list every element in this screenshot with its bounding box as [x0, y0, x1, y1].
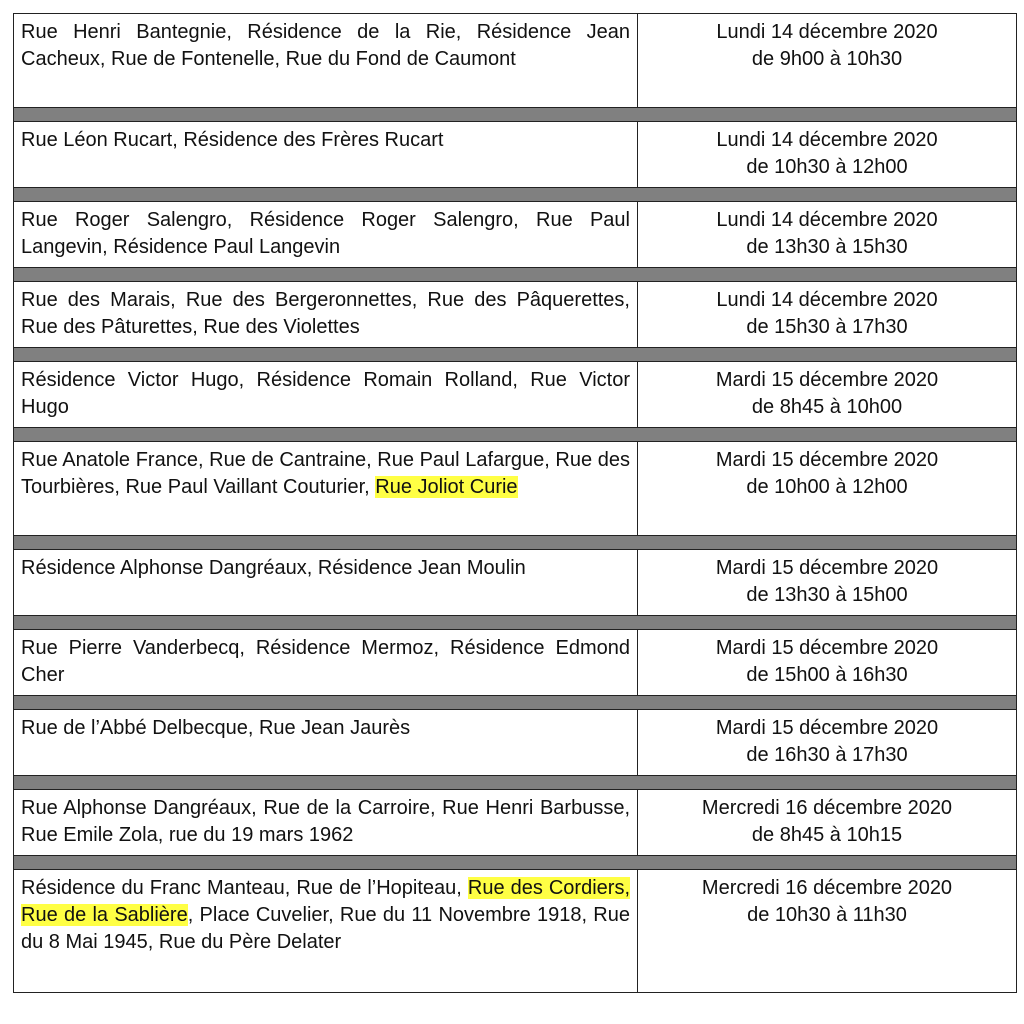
- table-row: [13, 441, 1017, 535]
- row-separator: [13, 107, 1017, 121]
- streets-cell: [14, 870, 638, 992]
- day-text: Mardi 15 décembre 2020: [715, 369, 939, 391]
- streets-text: Rue Pierre Vanderbecq, Résidence Mermoz, Résidence Edmond Cher: [21, 637, 630, 686]
- streets-cell: [14, 790, 638, 855]
- day-text: Mardi 15 décembre 2020: [715, 637, 939, 659]
- table-row: [13, 361, 1017, 427]
- row-separator: [13, 535, 1017, 549]
- table-row: [13, 549, 1017, 615]
- time-range-text: de 8h45 à 10h00: [751, 396, 903, 418]
- streets-text: Rue Henri Bantegnie, Résidence de la Rie, Résidence Jean Cacheux, Rue de Fontenelle, Rue du Fond de Caumont: [21, 21, 630, 70]
- date-cell: [638, 202, 1016, 267]
- collection-schedule-table: [13, 13, 1017, 993]
- table-row: [13, 121, 1017, 187]
- time-range-text: de 15h30 à 17h30: [746, 316, 908, 338]
- streets-cell: [14, 710, 638, 775]
- streets-text: , Place Cuvelier, Rue du 11 Novembre 1918, Rue du 8 Mai 1945, Rue du Père Delater: [21, 904, 630, 953]
- table-row: [13, 869, 1017, 993]
- streets-text: Résidence Alphonse Dangréaux, Résidence Jean Moulin: [21, 557, 526, 579]
- streets-cell: [14, 362, 638, 427]
- date-cell: [638, 362, 1016, 427]
- streets-text: Résidence Victor Hugo, Résidence Romain Rolland, Rue Victor Hugo: [21, 369, 630, 418]
- table-row: [13, 709, 1017, 775]
- time-range-text: de 13h30 à 15h00: [746, 584, 908, 606]
- table-row: [13, 281, 1017, 347]
- table-row: [13, 789, 1017, 855]
- table-row: [13, 13, 1017, 107]
- streets-cell: [14, 442, 638, 535]
- streets-cell: [14, 630, 638, 695]
- day-text: Lundi 14 décembre 2020: [716, 289, 938, 311]
- streets-cell: [14, 282, 638, 347]
- table-row: [13, 629, 1017, 695]
- date-cell: [638, 442, 1016, 535]
- day-text: Mercredi 16 décembre 2020: [701, 877, 953, 899]
- day-text: Lundi 14 décembre 2020: [716, 21, 938, 43]
- time-range-text: de 8h45 à 10h15: [751, 824, 903, 846]
- date-cell: [638, 790, 1016, 855]
- table-row: [13, 201, 1017, 267]
- row-separator: [13, 855, 1017, 869]
- day-text: Mardi 15 décembre 2020: [715, 557, 939, 579]
- row-separator: [13, 267, 1017, 281]
- highlighted-streets: Rue des Cordiers, Rue de la Sablière: [21, 877, 630, 926]
- time-range-text: de 10h30 à 11h30: [747, 904, 907, 926]
- streets-text: Résidence du Franc Manteau, Rue de l’Hopiteau,: [21, 877, 468, 899]
- row-separator: [13, 347, 1017, 361]
- date-cell: [638, 550, 1016, 615]
- day-text: Lundi 14 décembre 2020: [716, 209, 938, 231]
- date-cell: [638, 630, 1016, 695]
- day-text: Lundi 14 décembre 2020: [716, 129, 938, 151]
- time-range-text: de 10h00 à 12h00: [746, 476, 908, 498]
- streets-text: Rue Alphonse Dangréaux, Rue de la Carroire, Rue Henri Barbusse, Rue Emile Zola, rue du 19 mars 1962: [21, 797, 630, 846]
- date-cell: [638, 282, 1016, 347]
- streets-text: Rue de l’Abbé Delbecque, Rue Jean Jaurès: [21, 717, 411, 739]
- date-cell: [638, 122, 1016, 187]
- time-range-text: de 15h00 à 16h30: [746, 664, 908, 686]
- time-range-text: de 16h30 à 17h30: [746, 744, 908, 766]
- streets-cell: [14, 550, 638, 615]
- row-separator: [13, 615, 1017, 629]
- day-text: Mardi 15 décembre 2020: [715, 717, 939, 739]
- streets-cell: [14, 14, 638, 107]
- row-separator: [13, 427, 1017, 441]
- day-text: Mercredi 16 décembre 2020: [701, 797, 953, 819]
- time-range-text: de 10h30 à 12h00: [746, 156, 908, 178]
- streets-cell: [14, 122, 638, 187]
- day-text: Mardi 15 décembre 2020: [715, 449, 939, 471]
- streets-text: Rue Léon Rucart, Résidence des Frères Rucart: [21, 129, 444, 151]
- streets-text: Rue Anatole France, Rue de Cantraine, Rue Paul Lafargue, Rue des Tourbières, Rue Paul Vaillant Couturier,: [21, 449, 630, 498]
- streets-text: Rue Roger Salengro, Résidence Roger Salengro, Rue Paul Langevin, Résidence Paul Langevin: [21, 209, 630, 258]
- date-cell: [638, 870, 1016, 992]
- row-separator: [13, 775, 1017, 789]
- date-cell: [638, 710, 1016, 775]
- time-range-text: de 13h30 à 15h30: [746, 236, 908, 258]
- streets-cell: [14, 202, 638, 267]
- time-range-text: de 9h00 à 10h30: [751, 48, 903, 70]
- highlighted-streets: Rue Joliot Curie: [375, 476, 518, 498]
- streets-text: Rue des Marais, Rue des Bergeronnettes, Rue des Pâquerettes, Rue des Pâturettes, Rue des Violettes: [21, 289, 630, 338]
- date-cell: [638, 14, 1016, 107]
- row-separator: [13, 695, 1017, 709]
- row-separator: [13, 187, 1017, 201]
